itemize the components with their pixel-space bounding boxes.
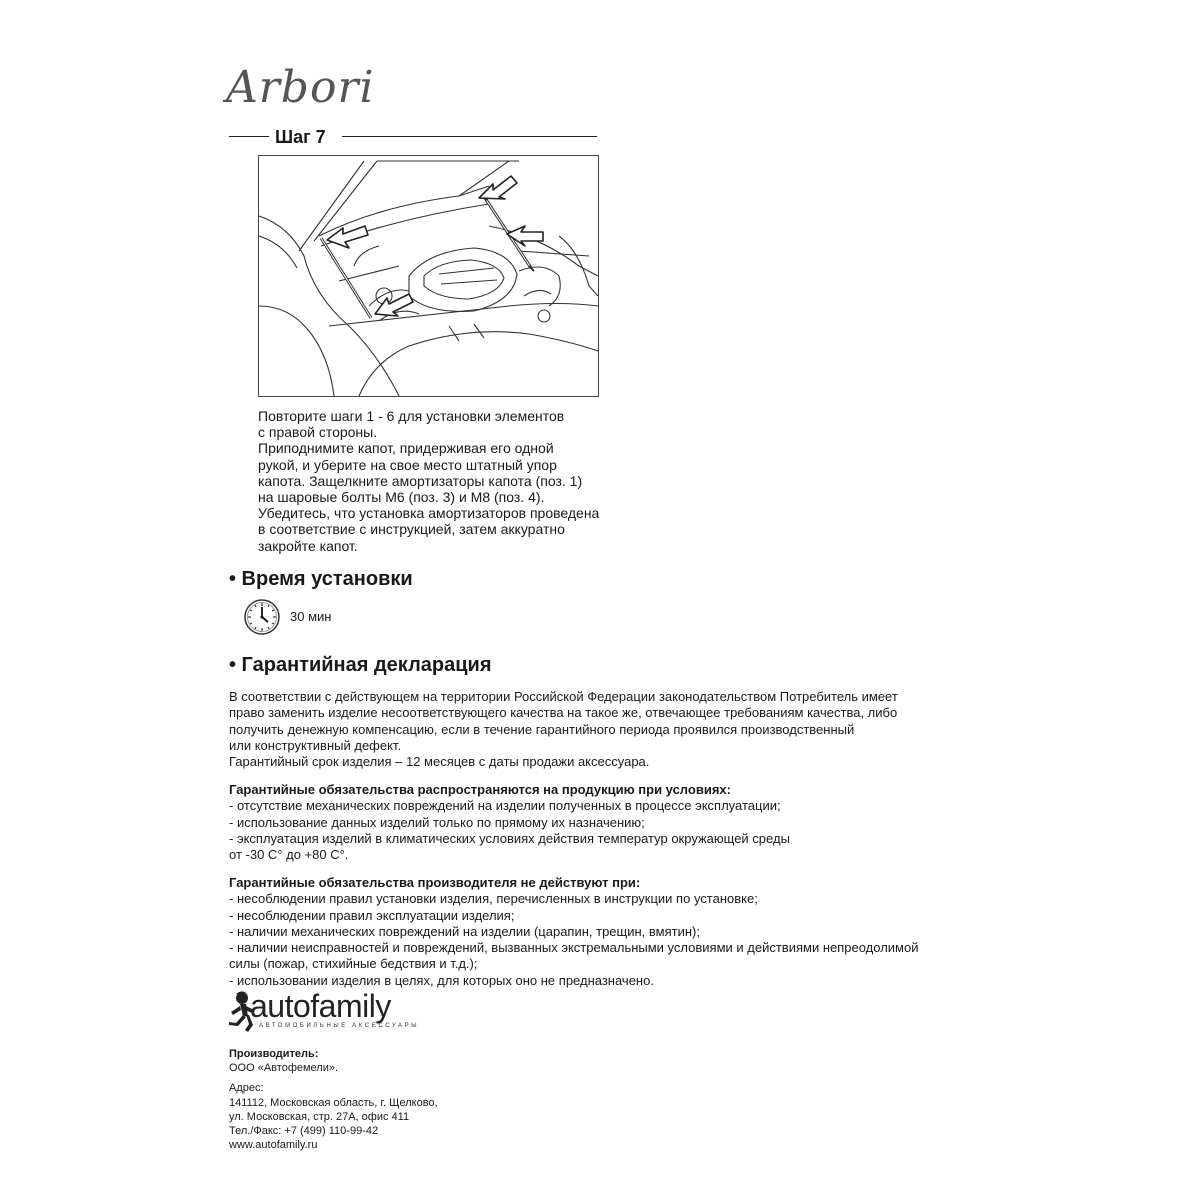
autofamily-wordmark: autofamily — [250, 988, 391, 1024]
manufacturer-block — [229, 1047, 438, 1152]
autofamily-tagline: АВТОМОБИЛЬНЫЕ АКСЕССУАРЫ — [259, 1023, 420, 1029]
warranty-condition-item: - использование данных изделий только по прямому их назначению; — [229, 814, 645, 830]
warranty-condition-item: - отсутствие механических повреждений на изделии полученных в процессе эксплуатации; — [229, 798, 781, 814]
step-title: Шаг 7 — [275, 127, 326, 147]
warranty-intro — [229, 689, 898, 770]
phone-line: Тел./Факс: +7 (499) 110-99-42 — [229, 1125, 379, 1138]
install-time-heading: • Время установки — [229, 568, 413, 590]
instruction-text — [258, 408, 638, 554]
warranty-exclusion-item: - использовании изделия в целях, для которых оно не предназначено. — [229, 972, 654, 988]
arrow-left-bottom — [375, 294, 413, 316]
address-line: ул. Московская, стр. 27А, офис 411 — [229, 1110, 410, 1123]
install-time-value: 30 мин — [290, 609, 332, 624]
address-label: Адрес: — [229, 1082, 264, 1095]
warranty-intro-line: Гарантийный срок изделия – 12 месяцев с даты продажи аксессуара. — [229, 754, 650, 770]
warranty-exclusions-title: Гарантийные обязательства производителя не действуют при: — [229, 875, 641, 890]
warranty-intro-line: право заменить изделие несоответствующего качества на такое же, отвечающее требованиям качества, либо — [229, 705, 898, 721]
clock-icon — [243, 598, 281, 636]
instruction-line: с правой стороны. — [258, 424, 378, 441]
engine-bay-drawing — [259, 156, 598, 396]
autofamily-logo — [226, 990, 426, 1034]
warranty-heading: • Гарантийная декларация — [229, 654, 492, 676]
instruction-line: на шаровые болты М6 (поз. 3) и М8 (поз. 4). — [258, 489, 545, 506]
warranty-intro-line: В соответствии с действующем на территории Российской Федерации законодательством Потребитель имеет — [229, 689, 898, 704]
warranty-intro-line: или конструктивный дефект. — [229, 737, 402, 753]
warranty-exclusion-item: - наличии механических повреждений на изделии (царапин, трещин, вмятин); — [229, 923, 700, 939]
instruction-line: капота. Защелкните амортизаторы капота (поз. 1) — [258, 472, 583, 489]
step-rule-right — [342, 136, 597, 137]
warranty-exclusion-item: - несоблюдении правил эксплуатации изделия; — [229, 907, 515, 923]
instruction-line: Повторите шаги 1 - 6 для установки элементов — [258, 408, 565, 424]
warranty-exclusion-item: силы (пожар, стихийные бедствия и т.д.); — [229, 956, 478, 972]
warranty-conditions-title: Гарантийные обязательства распространяются на продукцию при условиях: — [229, 782, 731, 797]
instruction-line: Убедитесь, что установка амортизаторов проведена — [258, 505, 600, 522]
website-link: www.autofamily.ru — [229, 1139, 318, 1152]
warranty-exclusion-item: - наличии неисправностей и повреждений, вызванных экстремальными условиями и действиями непреодолимой — [229, 940, 919, 956]
instruction-line: рукой, и уберите на свое место штатный упор — [258, 456, 557, 473]
brand-logo: Arbori — [226, 62, 375, 113]
step-rule-left — [229, 136, 269, 137]
warranty-condition-item: - эксплуатация изделий в климатических условиях действия температур окружающей среды — [229, 830, 790, 846]
manufacturer-name: ООО «Автофемели». — [229, 1062, 339, 1075]
instruction-line: Приподнимите капот, придерживая его одной — [258, 440, 554, 457]
engine-bay-illustration — [258, 155, 599, 397]
warranty-conditions — [229, 782, 790, 863]
manufacturer-label: Производитель: — [229, 1048, 319, 1060]
warranty-exclusion-item: - несоблюдении правил установки изделия, перечисленных в инструкции по установке; — [229, 891, 758, 907]
warranty-intro-line: получить денежную компенсацию, если в течение гарантийного периода проявился производственный — [229, 721, 855, 737]
warranty-condition-item: от -30 С° до +80 С°. — [229, 847, 349, 863]
instruction-line: закройте капот. — [258, 537, 358, 554]
arrow-mid-right — [507, 226, 543, 246]
warranty-exclusions — [229, 875, 918, 989]
address-line: 141112, Московская область, г. Щелково, — [229, 1096, 438, 1109]
instruction-line: в соответствие с инструкцией, затем аккуратно — [258, 521, 565, 538]
